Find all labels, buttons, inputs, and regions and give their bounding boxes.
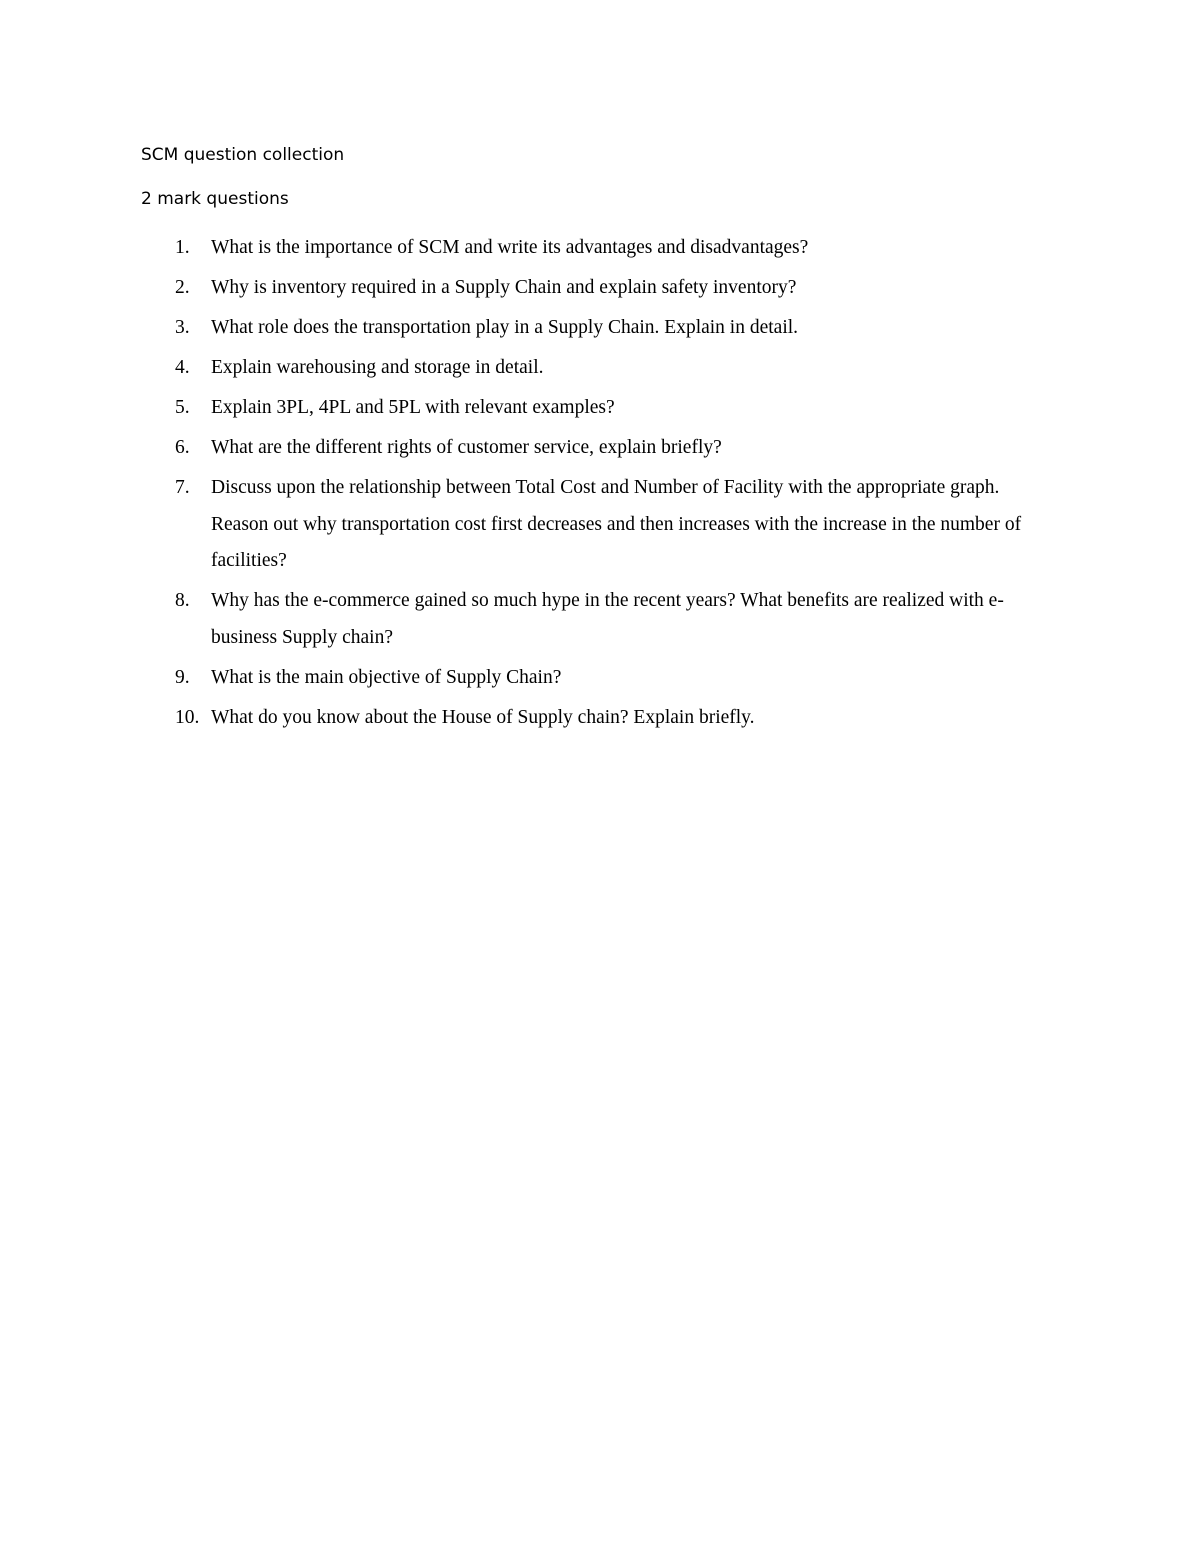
list-item <box>141 700 1061 737</box>
list-item <box>141 660 1061 697</box>
question-number: 3. <box>175 317 190 338</box>
list-item <box>141 583 1061 656</box>
question-text: Explain 3PL, 4PL and 5PL with relevant examples? <box>211 397 615 418</box>
question-text: Explain warehousing and storage in detail. <box>211 357 544 378</box>
question-text: What are the different rights of customer service, explain briefly? <box>211 437 722 458</box>
question-list <box>141 230 1061 740</box>
list-item <box>141 350 1061 387</box>
question-number: 5. <box>175 397 190 418</box>
question-text: What do you know about the House of Supply chain? Explain briefly. <box>211 706 755 728</box>
question-number: 2. <box>175 277 190 298</box>
question-text: Why has the e-commerce gained so much hype in the recent years? What benefits are realized with e-business Supply chain? <box>211 590 1004 648</box>
question-number: 4. <box>175 357 190 378</box>
question-text: Discuss upon the relationship between Total Cost and Number of Facility with the appropriate graph. Reason out why transportation cost first decreases and then increases with the increase in the number of facilities? <box>211 477 1022 571</box>
list-item <box>141 390 1061 427</box>
list-item <box>141 310 1061 347</box>
section-heading: 2 mark questions <box>141 189 289 209</box>
list-item <box>141 470 1061 580</box>
question-number: 6. <box>175 437 190 458</box>
question-number: 10. <box>175 706 200 728</box>
list-item <box>141 270 1061 307</box>
question-number: 1. <box>175 237 190 258</box>
question-text: What is the importance of SCM and write its advantages and disadvantages? <box>211 237 809 258</box>
question-text: What role does the transportation play in a Supply Chain. Explain in detail. <box>211 317 799 338</box>
question-number: 9. <box>175 666 190 688</box>
question-number: 8. <box>175 590 190 611</box>
question-number: 7. <box>175 477 190 498</box>
list-item <box>141 230 1061 267</box>
list-item <box>141 430 1061 467</box>
question-text: What is the main objective of Supply Chain? <box>211 666 562 688</box>
document-title: SCM question collection <box>141 145 345 165</box>
question-text: Why is inventory required in a Supply Chain and explain safety inventory? <box>211 277 797 298</box>
